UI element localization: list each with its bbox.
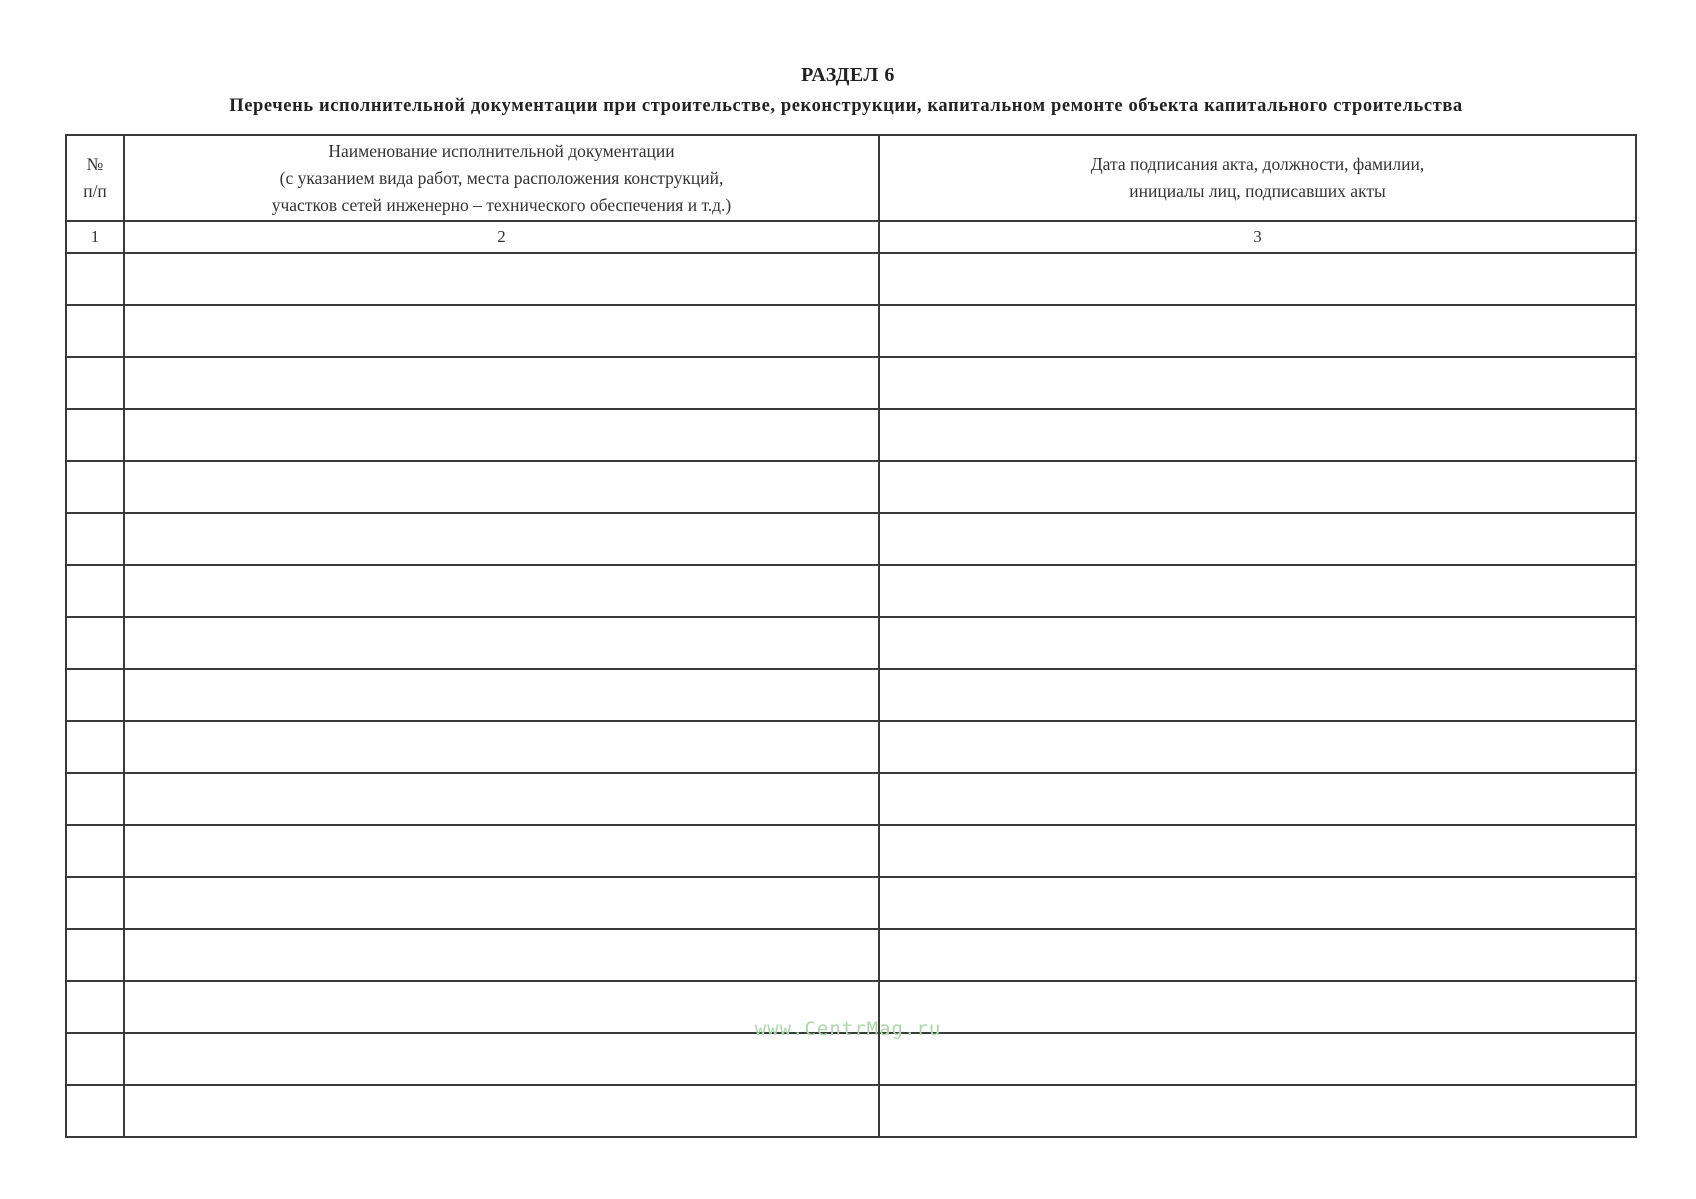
table-cell[interactable] — [879, 1033, 1636, 1085]
table-row — [66, 721, 1636, 773]
table-cell[interactable] — [66, 565, 124, 617]
table-cell[interactable] — [879, 253, 1636, 305]
table-cell[interactable] — [66, 409, 124, 461]
section-title: РАЗДЕЛ 6 — [801, 64, 895, 86]
table-cell[interactable] — [66, 825, 124, 877]
table-cell[interactable] — [879, 877, 1636, 929]
table-row — [66, 669, 1636, 721]
table-cell[interactable] — [124, 773, 879, 825]
table-cell[interactable] — [66, 721, 124, 773]
table-row — [66, 773, 1636, 825]
table-cell[interactable] — [879, 825, 1636, 877]
table-cell[interactable] — [124, 305, 879, 357]
table-cell[interactable] — [66, 1033, 124, 1085]
table-row — [66, 409, 1636, 461]
column-number-cell: 3 — [879, 221, 1636, 253]
table-row — [66, 877, 1636, 929]
table-cell[interactable] — [124, 617, 879, 669]
table-cell[interactable] — [879, 461, 1636, 513]
table-row — [66, 1085, 1636, 1137]
table-cell[interactable] — [124, 1085, 879, 1137]
table-row — [66, 825, 1636, 877]
column-number-cell: 1 — [66, 221, 124, 253]
document-subtitle: Перечень исполнительной документации при строительстве, реконструкции, капитальном ремонте объекта капитального строительства — [229, 96, 1463, 116]
table-cell[interactable] — [66, 929, 124, 981]
header-line: инициалы лиц, подписавших акты — [1129, 181, 1386, 201]
table-cell[interactable] — [879, 669, 1636, 721]
table-cell[interactable] — [879, 409, 1636, 461]
table-cell[interactable] — [879, 773, 1636, 825]
table-cell[interactable] — [124, 669, 879, 721]
table-row — [66, 461, 1636, 513]
table-row — [66, 513, 1636, 565]
header-row — [66, 135, 1636, 221]
table-cell[interactable] — [124, 357, 879, 409]
table-cell[interactable] — [66, 773, 124, 825]
table-cell[interactable] — [66, 461, 124, 513]
header-line: п/п — [83, 181, 107, 201]
table-row — [66, 305, 1636, 357]
header-line: участков сетей инженерно – технического обеспечения и т.д.) — [271, 194, 732, 215]
header-line: № — [86, 154, 104, 174]
documentation-register-table — [65, 134, 1637, 1138]
table-row — [66, 357, 1636, 409]
watermark: www.CentrMag.ru — [754, 1018, 942, 1040]
header-signing-date-cell — [879, 135, 1636, 221]
header-number-cell — [66, 135, 124, 221]
table-row — [66, 929, 1636, 981]
table-cell[interactable] — [124, 253, 879, 305]
table-row — [66, 565, 1636, 617]
table-cell[interactable] — [66, 513, 124, 565]
table-cell[interactable] — [879, 357, 1636, 409]
header-line: (с указанием вида работ, места расположения конструкций, — [279, 167, 724, 188]
header-line: Наименование исполнительной документации — [328, 140, 675, 161]
table-cell[interactable] — [124, 565, 879, 617]
table-cell[interactable] — [879, 617, 1636, 669]
table-row — [66, 1033, 1636, 1085]
table-cell[interactable] — [66, 877, 124, 929]
table-cell[interactable] — [124, 409, 879, 461]
table-cell[interactable] — [124, 877, 879, 929]
table-cell[interactable] — [879, 565, 1636, 617]
table-cell[interactable] — [66, 253, 124, 305]
table-cell[interactable] — [66, 617, 124, 669]
table-row — [66, 617, 1636, 669]
table-cell[interactable] — [66, 357, 124, 409]
table-cell[interactable] — [124, 461, 879, 513]
table-cell[interactable] — [124, 721, 879, 773]
table-cell[interactable] — [124, 513, 879, 565]
table-body — [66, 135, 1636, 1137]
header-document-name-cell — [124, 135, 879, 221]
table-cell[interactable] — [66, 1085, 124, 1137]
table-row — [66, 253, 1636, 305]
table-cell[interactable] — [66, 669, 124, 721]
column-number-row — [66, 221, 1636, 253]
table-cell[interactable] — [124, 929, 879, 981]
table-cell[interactable] — [124, 1033, 879, 1085]
header-line: Дата подписания акта, должности, фамилии, — [1090, 154, 1425, 174]
table-cell[interactable] — [879, 1085, 1636, 1137]
column-number-cell: 2 — [124, 221, 879, 253]
table-cell[interactable] — [879, 305, 1636, 357]
table-cell[interactable] — [879, 513, 1636, 565]
table-cell[interactable] — [124, 825, 879, 877]
table-cell[interactable] — [879, 721, 1636, 773]
table-cell[interactable] — [879, 929, 1636, 981]
table-cell[interactable] — [66, 305, 124, 357]
